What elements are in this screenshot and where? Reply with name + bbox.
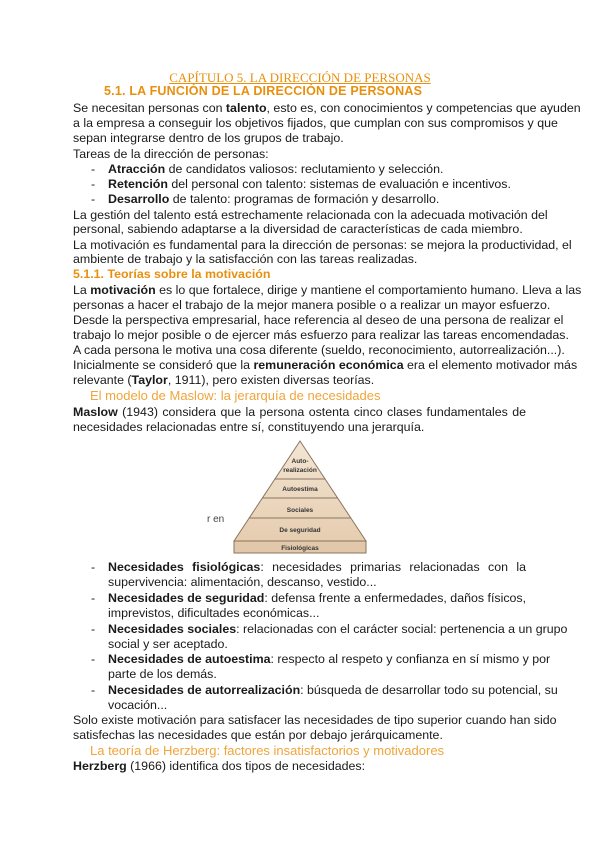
- need-item-line: parte de los demás.: [108, 667, 217, 681]
- subsection-heading: 5.1.1. Teorías sobre la motivación: [73, 267, 271, 281]
- list-bullet: -: [91, 560, 96, 574]
- chapter-title: CAPÍTULO 5. LA DIRECCIÓN DE PERSONAS: [169, 70, 431, 85]
- paragraph-line: La gestión del talento está estrechamente relacionada con la adecuada motivación del: [73, 208, 548, 222]
- paragraph-line: satisfechas las necesidades que están por debajo jerárquicamente.: [73, 728, 443, 742]
- need-item-line: social y ser aceptado.: [108, 637, 228, 651]
- herzberg-heading: La teoría de Herzberg: factores insatisfactorios y motivadores: [90, 743, 445, 758]
- figure-stray-text: r en: [207, 514, 225, 525]
- pyramid-label-self-2: realización: [283, 467, 317, 474]
- pyramid-label-esteem: Autoestima: [282, 486, 318, 493]
- section-heading: 5.1. LA FUNCIÓN DE LA DIRECCIÓN DE PERSONAS: [104, 84, 423, 98]
- list-bullet: -: [91, 652, 96, 666]
- need-item-line: Necesidades fisiológicas: necesidades primarias relacionadas con la: [108, 560, 527, 574]
- paragraph-line: Solo existe motivación para satisfacer las necesidades de tipo superior cuando han sido: [73, 713, 557, 727]
- need-item-line: Necesidades de autorrealización: búsqueda de desarrollar todo su potencial, su: [108, 683, 558, 697]
- paragraph-line: necesidades relacionadas entre sí, constituyendo una jerarquía.: [73, 420, 425, 434]
- maslow-heading: El modelo de Maslow: la jerarquía de necesidades: [90, 388, 381, 403]
- need-item-line: supervivencia: alimentación, descanso, vestido...: [108, 575, 377, 589]
- pyramid-label-physio: Fisiológicas: [281, 545, 319, 552]
- list-item: Atracción de candidatos valiosos: reclutamiento y selección.: [108, 162, 444, 176]
- need-item-line: Necesidades de autoestima: respecto al respeto y confianza en sí mismo y por: [108, 652, 551, 666]
- list-item: Desarrollo de talento: programas de formación y desarrollo.: [108, 192, 440, 206]
- paragraph-line: personas a hacer el trabajo de la mejor manera posible o a realizar un mayor esfuerzo.: [73, 298, 551, 312]
- paragraph-line: relevante (Taylor, 1911), pero existen diversas teorías.: [73, 373, 375, 387]
- list-bullet: -: [91, 622, 96, 636]
- paragraph-line: Maslow (1943) considera que la persona ostenta cinco clases fundamentales de: [73, 405, 526, 419]
- need-item-line: Necesidades de seguridad: defensa frente a enfermedades, daños físicos,: [108, 591, 527, 605]
- paragraph-line: personal, sabiendo adaptarse a la diversidad de características de cada miembro.: [73, 222, 523, 236]
- list-bullet: -: [91, 177, 96, 191]
- pyramid-label-safety: De seguridad: [279, 527, 321, 534]
- tasks-intro: Tareas de la dirección de personas:: [73, 147, 269, 161]
- intro-line-1: Se necesitan personas con talento, esto es, con conocimientos y competencias que ayuden: [73, 101, 581, 115]
- pyramid-label-self-1: Auto-: [291, 458, 309, 465]
- paragraph-line: La motivación es fundamental para la dirección de personas: se mejora la productividad, el: [73, 238, 572, 252]
- list-bullet: -: [91, 683, 96, 697]
- need-item-line: imprevistos, dificultades económicas...: [108, 606, 320, 620]
- paragraph-line: Inicialmente se consideró que la remuneración económica era el elemento motivador más: [73, 358, 578, 372]
- need-item-line: vocación...: [108, 698, 168, 712]
- intro-line-3: sepan integrarse dentro de los grupos de trabajo.: [73, 131, 344, 145]
- list-bullet: -: [91, 162, 96, 176]
- paragraph-line: trabajo lo mejor posible o de ejercer más esfuerzo para realizar las tareas encomendadas.: [73, 328, 569, 342]
- need-item-line: Necesidades sociales: relacionadas con el carácter social: pertenencia a un grupo: [108, 622, 568, 636]
- pyramid-label-social: Sociales: [286, 507, 314, 514]
- list-bullet: -: [91, 192, 96, 206]
- list-bullet: -: [91, 591, 96, 605]
- paragraph-line: La motivación es lo que fortalece, dirige y mantiene el comportamiento humano. Lleva a las: [73, 283, 582, 297]
- paragraph-line: Desde la perspectiva empresarial, hace referencia al deseo de una persona de realizar el: [73, 313, 564, 327]
- paragraph-line: Herzberg (1966) identifica dos tipos de necesidades:: [73, 759, 366, 773]
- list-item: Retención del personal con talento: sistemas de evaluación e incentivos.: [108, 177, 511, 191]
- paragraph-line: A cada persona le motiva una cosa diferente (sueldo, reconocimiento, autorrealización...).: [73, 343, 565, 357]
- intro-line-2: a la empresa a conseguir los objetivos fijados, que cumplan con sus compromisos y que: [73, 116, 558, 130]
- paragraph-line: ambiente de trabajo y la satisfacción con las tareas realizadas.: [73, 252, 418, 266]
